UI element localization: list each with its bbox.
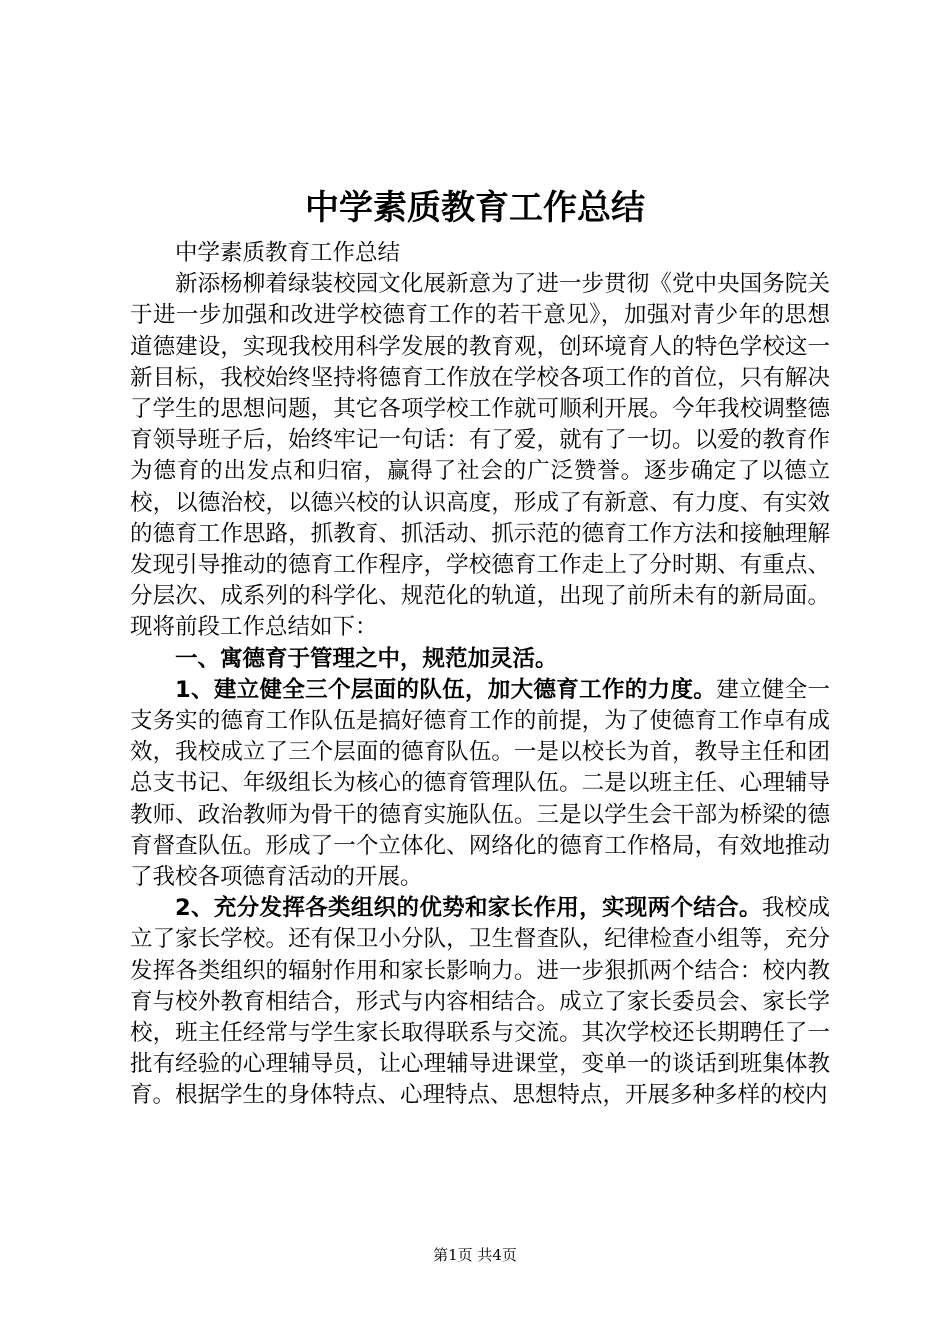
section-1-heading: 一、寓德育于管理之中，规范加灵活。 <box>175 645 558 672</box>
subtitle-paragraph: 中学素质教育工作总结 <box>175 240 401 266</box>
intro-paragraph: 新添杨柳着绿装校园文化展新意为了进一步贯彻《党中央国务院关于进一步加强和改进学校德育工作的若干意见》，加强对青少年的思想道德建设，实现我校用科学发展的教育观，创环境育人的特色学校这一新目标，我校始终坚持将德育工作放在学校各项工作的首位，只有解决了学生的思想问题，其它各项学校工作就可顺利开展。今年我校调整德育领导班子后，始终牢记一句话：有了爱，就有了一切。以爱的教育作为德育的出发点和归宿，赢得了社会的广泛赞誉。逐步确定了以德立校，以德治校，以德兴校的认识高度，形成了有新意、有力度、有实效的德育工作思路，抓教育、抓活动、抓示范的德育工作方法和接触理解发现引导推动的德育工作程序，学校德育工作走上了分时期、有重点、分层次、成系列的科学化、规范化的轨道，出现了前所未有的新局面。现将前段工作总结如下： <box>130 271 830 641</box>
page-number-footer: 第1页 共4页 <box>433 1246 517 1264</box>
item-2-paragraph <box>130 893 830 1111</box>
item-1-heading: 1、建立健全三个层面的队伍，加大德育工作的力度。 <box>175 676 717 703</box>
item-1-text: 建立健全一支务实的德育工作队伍是搞好德育工作的前提，为了使德育工作卓有成效，我校成立了三个层面的德育队伍。一是以校长为首，教导主任和团总支书记、年级组长为核心的德育管理队伍。二是以班主任、心理辅导教师、政治教师为骨干的德育实施队伍。三是以学生会干部为桥梁的德育督查队伍。形成了一个立体化、网络化的德育工作格局，有效地推动了我校各项德育活动的开展。 <box>130 676 830 891</box>
item-1-paragraph <box>130 675 830 893</box>
document-title: 中学素质教育工作总结 <box>305 188 645 228</box>
item-2-text: 我校成立了家长学校。还有保卫小分队，卫生督查队，纪律检查小组等，充分发挥各类组织的辐射作用和家长影响力。进一步狠抓两个结合：校内教育与校外教育相结合，形式与内容相结合。成立了家长委员会、家长学校，班主任经常与学生家长取得联系与交流。其次学校还长期聘任了一批有经验的心理辅导员，让心理辅导进课堂，变单一的谈话到班集体教育。根据学生的身体特点、心理特点、思想特点，开展多种多样的校内 <box>130 895 830 1109</box>
document-body <box>130 238 830 1112</box>
item-2-heading: 2、充分发挥各类组织的优势和家长作用，实现两个结合。 <box>175 895 762 922</box>
